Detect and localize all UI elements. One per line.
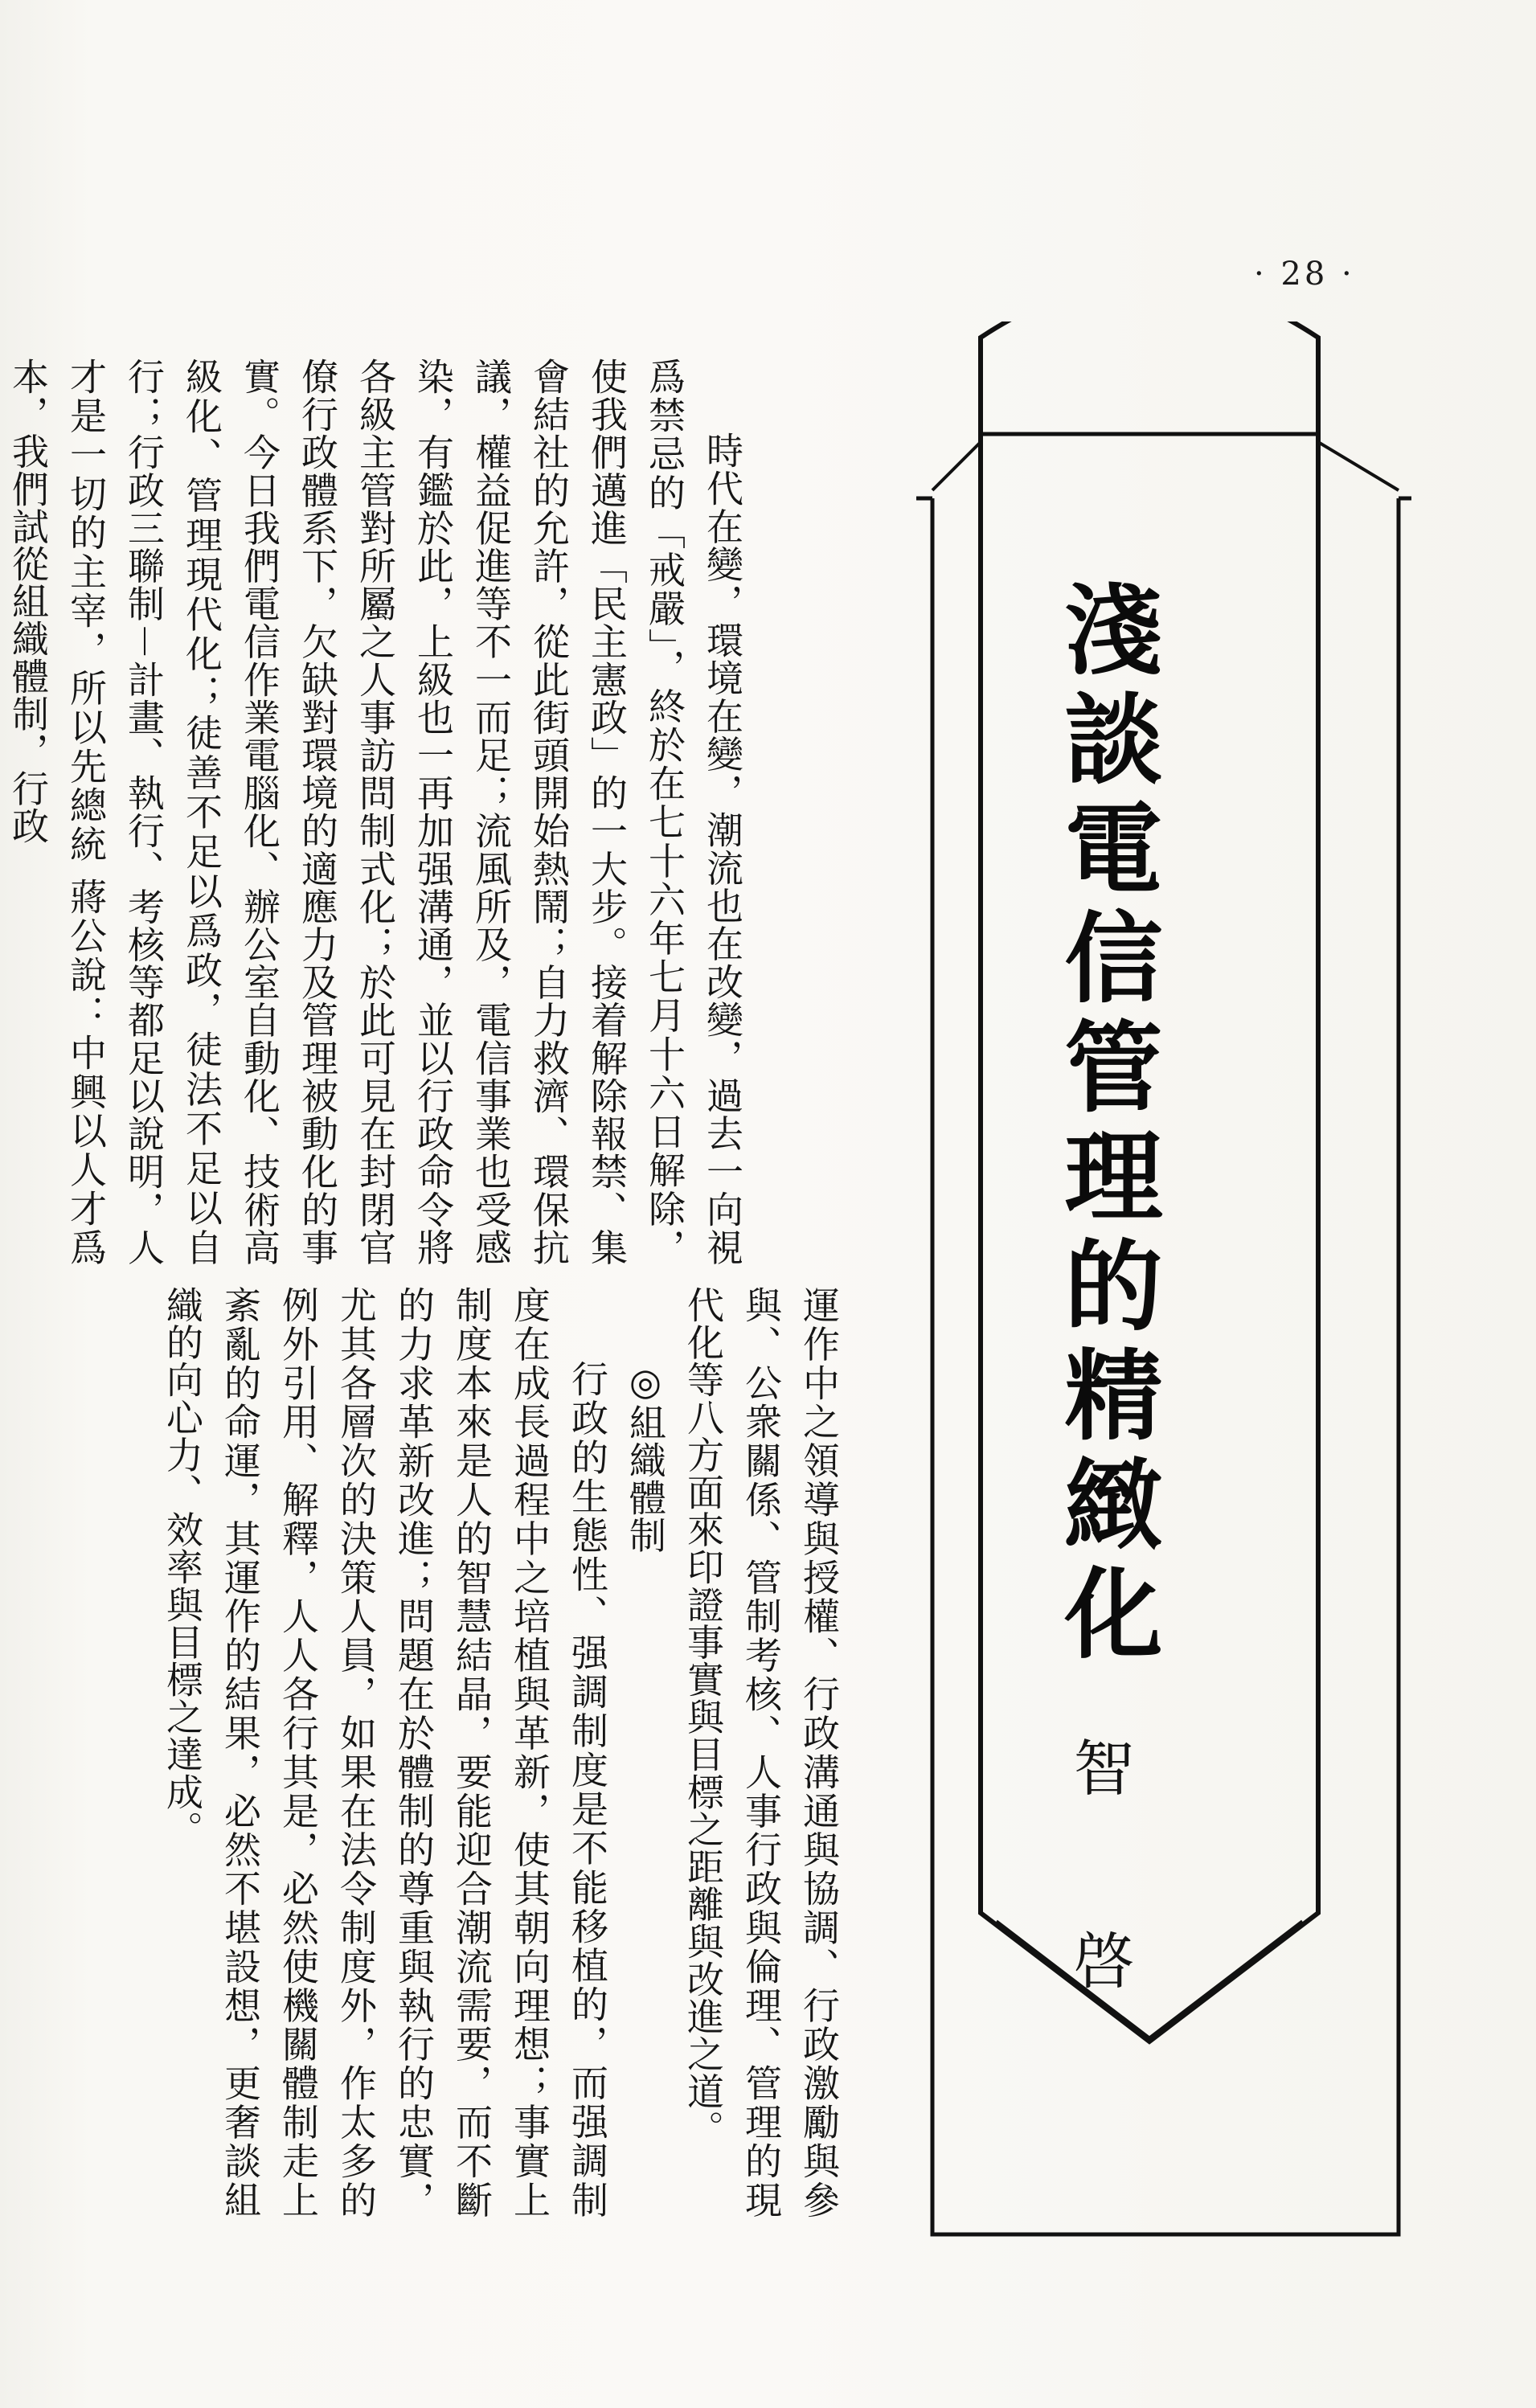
body-text-lower (125, 1286, 848, 2218)
section-heading: ◎組織體制 (624, 1360, 667, 1554)
body-text-upper (6, 358, 752, 1266)
paragraph: 行政的生態性、强調制度是不能移植的，而强調制度在成長過程中之培植與革新，使其朝向理想；事實上制度本來是人的智慧結晶，要能迎合潮流需要，而不斷的力求革新改進；問題在於體制的尊重與執行的忠實，尤其各層次的決策人員，如果在法令制度外，作太多的例外引用、解釋，人人各行其是，必然使機關體制走上紊亂的命運，其運作的結果，必然不堪設想，更奢談組織的向心力、效率與目標之達成。 (161, 1286, 609, 2218)
paragraph: 運作中之領導與授權、行政溝通與協調、行政激勵與參與、公衆關係、管制考核、人事行政與倫理、管理的現代化等八方面來印證事實與目標之距離與改進之道。 (682, 1286, 841, 2218)
paragraph: 時代在變，環境在變，潮流也在改變，過去一向視爲禁忌的「戒嚴」，終於在七十六年七月十六日解除，使我們邁進「民主憲政」的一大步。接着解除報禁、集會結社的允許，從此街頭開始熱鬧；自力救濟、環保抗議，權益促進等不一而足；流風所及，電信事業也受感染，有鑑於此，上級也一再加强溝通，並以行政命令將各級主管對所屬之人事訪問制式化；於此可見在封閉官僚行政體系下，欠缺對環境的適應力及管理被動化的事實。今日我們電信作業電腦化、辦公室自動化、技術高級化、管理現代化；徒善不足以爲政，徒法不足以自行；行政三聯制－計畫、執行、考核等都足以說明，人才是一切的主宰，所以先總統 蔣公說：中興以人才爲本，我們試從組織體制，行政 (6, 358, 744, 1266)
article-title: 淺談電信管理的精緻化 (1048, 579, 1162, 1672)
page-number: · 28 · (1254, 256, 1355, 293)
article-author: 智 啓 (1063, 1736, 1135, 2047)
